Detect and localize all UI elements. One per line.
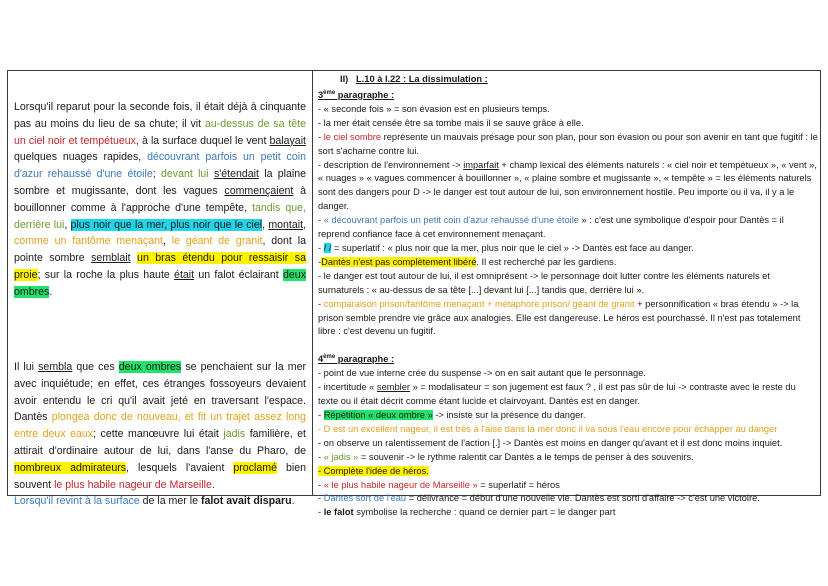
analysis-line: - description de l'environnement -> imparfait + champ lexical des éléments naturels : « ciel noir et tempétueux », « vent », « nuages » « vagues commencer à bouillonner », « plaine sombre et mugissante », « tempête » = les éléments naturels sont des dangers pour D -> le danger est tout autour de lui, son environnement hostile. Peu importe ou il va, il y a le danger. [318,159,817,212]
analysis-line: - Complète l'idée de héros. [318,465,429,476]
analysis-line: - « jadis » = souvenir -> le rythme ralentit car Dantès a le temps de penser à des souvenirs. [318,451,694,462]
analysis-line: - la mer était censée être sa tombe mais il se sauve grâce à elle. [318,117,584,128]
analysis-line: - « le plus habile nageur de Marseille » = superlatif = héros [318,479,560,490]
analysis-line: - Répétition « deux ombre » -> insiste sur la présence du danger. [318,410,586,421]
analysis-line: - point de vue interne crée du suspense -> on en sait autant que le personnage. [318,368,646,379]
section-title: II) L.10 à l.22 : La dissimulation : [340,74,488,84]
analysis-line: - comparaison prison/fantôme menaçant + métaphore prison/ géant de granit + personnification « bras étendu » -> la prison semble prendre vie grâce aux analogies. Elle est dangereuse. Le héros est pourchassé. Il n'est pas totalement libre : c'est devenu un fugitif. [318,298,801,337]
analysis-line: - incertitude « sembler » = modalisateur = son jugement est faux ? , il est pas sûr de lui -> contraste avec le reste du texte ou il était décrit comme étant lucide et clairvoyant. Dantès est en danger. [318,382,796,407]
paragraph-4-heading: 4ème paragraphe : [318,354,395,365]
text-paragraph-1: Lorsqu'il reparut pour la seconde fois, il était déjà à cinquante pas au moins du lieu de sa chute; il vit au-dessus de sa tête un ciel noir et tempétueux, à la surface duquel le vent balayait quelques nuages rapides, découvrant parfois un petit coin d'azur rehaussé d'une étoile; devant lui s'étendait la plaine sombre et mugissante, dont les vagues commençaient à bouillonner comme à l'approche d'une tempête, tandis que, derrière lui, plus noir que la mer, plus noir que le ciel, montait, comme un fantôme menaçant, le géant de granit, dont la pointe sombre semblait un bras étendu pour ressaisir sa proie; sur la roche la plus haute était un falot éclairant deux ombres. [14,101,307,298]
analysis-line: - le falot symbolise la recherche : quand ce dernier part = le danger part [318,507,616,518]
analysis-column [318,73,818,520]
text-paragraph-2: Il lui sembla que ces deux ombres se penchaient sur la mer avec inquiétude; en effet, ces étranges fossoyeurs devaient avoir entendu le cri qu'il avait jeté en traversant l'espace. Dantès plongea donc de nouveau, et fit un trajet assez long entre deux eaux; cette manœuvre lui était jadis familière, et attirait d'ordinaire autour de lui, dans l'anse du Pharo, de nombreux admirateurs, lesquels l'avaient proclamé bien souvent le plus habile nageur de Marseille. Lorsqu'il revint à la surface de la mer le falot avait disparu. [14,361,307,508]
column-divider [312,71,313,495]
analysis-line: - le ciel sombre représente un mauvais présage pour son plan, pour son évasion ou pour son avenir en tant que fugitif : le sort s'acharne contre lui. [318,131,818,156]
analysis-line: - « découvrant parfois un petit coin d'azur rehaussé d'une étoile » : c'est une symbolique d'espoir pour Dantès = il reprend confiance face à cet environnement menaçant. [318,215,784,240]
commentary-table [7,70,821,518]
analysis-line: - on observe un ralentissement de l'action [.] -> Dantès est moins en danger qu'avant et il est donc moins inquiet. [318,437,783,448]
analysis-line: - D est un excellent nageur, il est très à l'aise dans la mer donc il va sous l'eau encore pour échapper au danger [318,423,778,434]
analysis-line: - « seconde fois » = son évasion est en plusieurs temps. [318,103,550,114]
analysis-line: - Dantès sort de l'eau = délivrance = début d'une nouvelle vie. Dantès est sorti d'affaire -> c'est une victoire. [318,493,760,504]
analysis-line: - / / = superlatif : « plus noir que la mer, plus noir que le ciel » -> Dantès est face au danger. [318,242,694,253]
paragraph-3-heading: 3ème paragraphe : [318,89,395,100]
analysis-line: -Dantès n'est pas complètement libéré. Il est recherché par les gardiens. [318,256,617,267]
analysis-line: - le danger est tout autour de lui, il est omniprésent -> le personnage doit lutter contre les éléments naturels et surnaturels : « au-dessus de sa tête [...] devant lui [...] tandis que, derrière lui ». [318,270,770,295]
